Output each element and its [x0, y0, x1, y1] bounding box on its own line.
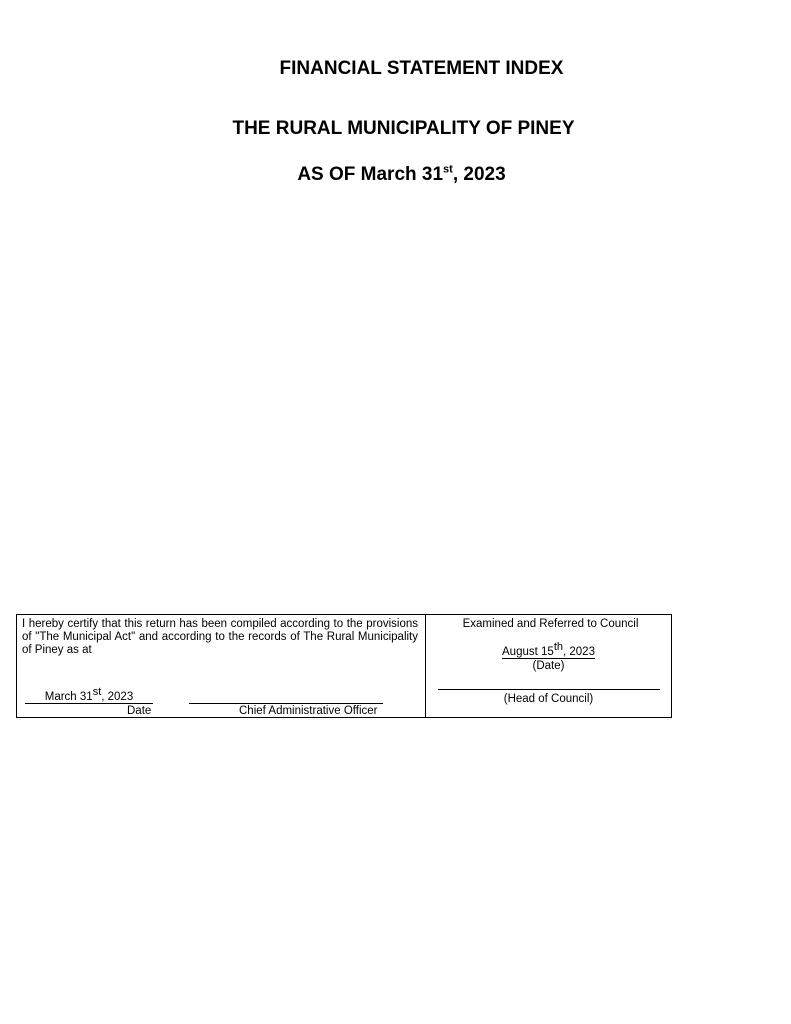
- council-date-suffix: th: [553, 641, 563, 654]
- document-title: FINANCIAL STATEMENT INDEX: [279, 58, 564, 79]
- council-date: [426, 641, 671, 659]
- as-of-date: [6, 164, 791, 186]
- officer-signature-line: [189, 703, 383, 704]
- as-of-prefix: AS OF March 31: [297, 164, 444, 185]
- council-date-prefix: August 15: [502, 646, 554, 658]
- officer-label: Chief Administrative Officer: [239, 705, 378, 717]
- certification-left-panel: [17, 615, 426, 717]
- as-of-suffix: st: [443, 163, 453, 176]
- certification-date-suffix: st: [92, 686, 102, 699]
- council-date-label: (Date): [532, 660, 565, 672]
- council-right-panel: [426, 615, 671, 717]
- certification-statement: I hereby certify that this return has been compiled according to the provisions of "The Municipal Act" and according to the records of The Rural Municipality of Piney as at: [22, 618, 418, 656]
- certification-date-year: , 2023: [101, 691, 134, 703]
- municipality-name: THE RURAL MUNICIPALITY OF PINEY: [232, 118, 575, 139]
- council-signature-line: [438, 689, 660, 690]
- certification-date-prefix: March 31: [44, 691, 93, 703]
- certification-date: [25, 686, 153, 704]
- certification-date-label: Date: [127, 705, 152, 717]
- certification-box: [16, 614, 672, 718]
- council-date-year: , 2023: [563, 646, 595, 658]
- examined-text: Examined and Referred to Council: [462, 618, 639, 630]
- head-of-council-label: (Head of Council): [503, 693, 594, 705]
- as-of-year: , 2023: [452, 164, 506, 185]
